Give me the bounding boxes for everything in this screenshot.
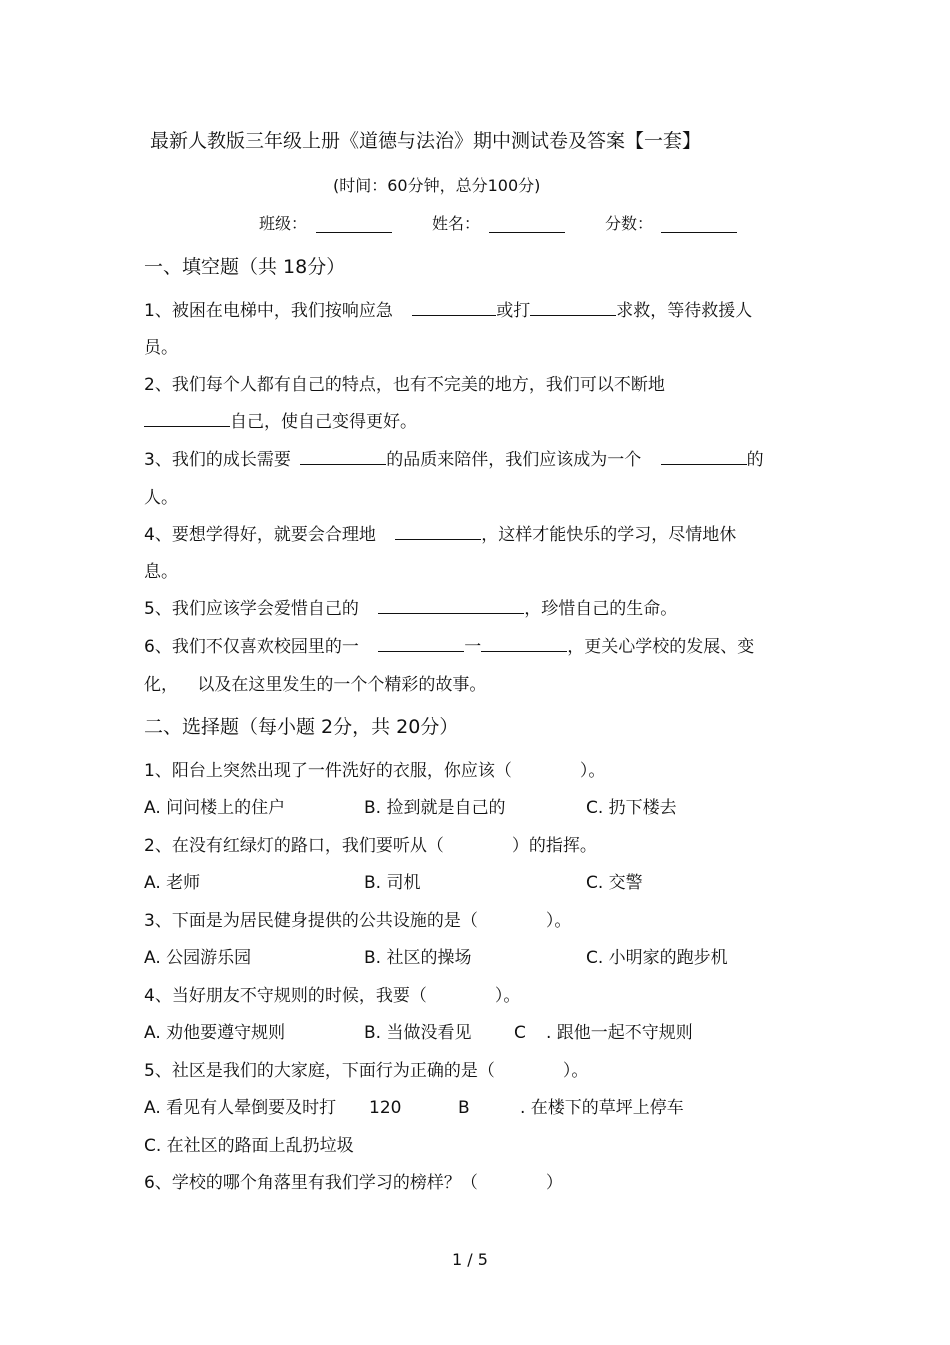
q3-blank-2 <box>661 450 747 465</box>
q6-blank-1 <box>378 637 464 652</box>
choice-5-option-b-text: . 在楼下的草坪上停车 <box>520 1098 684 1118</box>
choice-4-option-a: A. 劝他要遵守规则 <box>144 1023 286 1043</box>
choice-3-option-c: C. 小明家的跑步机 <box>586 948 728 968</box>
fill-question-4 <box>144 525 736 545</box>
q5-text-a: 5、我们应该学会爱惜自己的 <box>144 599 359 619</box>
choice-5-option-c: C. 在社区的路面上乱扔垃圾 <box>144 1136 354 1156</box>
score-label: 分数： <box>605 214 654 233</box>
choice-3-option-b: B. 社区的操场 <box>364 948 472 968</box>
class-blank <box>316 232 392 233</box>
q6-blank-2 <box>481 637 567 652</box>
choice-2-option-c: C. 交警 <box>586 873 643 893</box>
choice-question-6: 6、学校的哪个角落里有我们学习的榜样？（ ） <box>144 1173 563 1193</box>
q4-blank-1 <box>395 525 481 540</box>
q4-text-a: 4、要想学得好，就要会合理地 <box>144 525 376 545</box>
q1-text-a: 1、被困在电梯中，我们按响应急 <box>144 301 393 321</box>
page-number: 1 / 5 <box>452 1250 488 1269</box>
choice-question-1: 1、阳台上突然出现了一件洗好的衣服，你应该（ ）。 <box>144 761 606 781</box>
choice-1-option-b: B. 捡到就是自己的 <box>364 798 506 818</box>
fill-question-2: 2、我们每个人都有自己的特点，也有不完美的地方，我们可以不断地 <box>144 375 665 395</box>
q2-blank-1 <box>144 412 230 427</box>
q3-text-b: 的品质来陪伴，我们应该成为一个 <box>386 450 642 470</box>
choice-question-3: 3、下面是为居民健身提供的公共设施的是（ ）。 <box>144 911 572 931</box>
q6-text-e: 以及在这里发生的一个个精彩的故事。 <box>197 675 487 695</box>
fill-question-2-cont <box>144 412 417 432</box>
q3-text-c: 的 <box>746 450 764 470</box>
choice-question-2: 2、在没有红绿灯的路口，我们要听从（ ）的指挥。 <box>144 836 597 856</box>
choice-5-option-b-letter: B <box>458 1098 470 1118</box>
q6-text-c: ，更关心学校的发展、变 <box>567 637 755 657</box>
q6-text-a: 6、我们不仅喜欢校园里的一 <box>144 637 359 657</box>
choice-2-option-b: B. 司机 <box>364 873 421 893</box>
exam-title: 最新人教版三年级上册《道德与法治》期中测试卷及答案【一套】 <box>150 130 702 152</box>
choice-5-option-a-number: 120 <box>369 1098 402 1118</box>
fill-question-6 <box>144 637 754 657</box>
q4-text-b: ，这样才能快乐的学习，尽情地休 <box>481 525 737 545</box>
q2-text-b: 自己，使自己变得更好。 <box>230 412 417 432</box>
exam-subtitle: (时间：60分钟，总分100分) <box>333 176 541 195</box>
q1-blank-1 <box>412 301 496 316</box>
q6-text-d: 化， <box>144 675 178 695</box>
q1-text-b: 或打 <box>496 301 531 321</box>
fill-question-3 <box>144 450 764 470</box>
choice-question-5: 5、社区是我们的大家庭，下面行为正确的是（ ）。 <box>144 1061 589 1081</box>
section-heading-choice: 二、选择题（每小题 2分，共 20分） <box>144 716 459 738</box>
choice-4-option-b: B. 当做没看见 <box>364 1023 472 1043</box>
choice-4-option-c-letter: C <box>514 1023 526 1043</box>
fill-question-6-cont <box>144 675 486 695</box>
score-blank <box>661 232 737 233</box>
choice-3-option-a: A. 公园游乐园 <box>144 948 252 968</box>
name-blank <box>489 232 565 233</box>
choice-1-option-a: A. 问问楼上的住户 <box>144 798 286 818</box>
fill-question-3-cont: 人。 <box>144 488 178 508</box>
fill-question-5 <box>144 599 677 619</box>
fill-question-1-cont: 员。 <box>144 338 178 358</box>
choice-question-4: 4、当好朋友不守规则的时候，我要（ ）。 <box>144 986 521 1006</box>
fill-question-4-cont: 息。 <box>144 562 178 582</box>
choice-2-option-a: A. 老师 <box>144 873 201 893</box>
fill-question-1 <box>144 301 752 321</box>
name-label: 姓名： <box>432 214 481 233</box>
q3-blank-1 <box>300 450 386 465</box>
choice-5-option-a: A. 看见有人晕倒要及时打 <box>144 1098 337 1118</box>
q5-blank-1 <box>378 599 524 614</box>
q1-blank-2 <box>530 301 616 316</box>
q1-text-c: 求救，等待救援人 <box>616 301 753 321</box>
q6-text-b: 一 <box>464 637 482 657</box>
q3-text-a: 3、我们的成长需要 <box>144 450 291 470</box>
q5-text-b: ，珍惜自己的生命。 <box>524 599 678 619</box>
class-label: 班级： <box>259 214 308 233</box>
section-heading-fill-in: 一、填空题（共 18分） <box>144 256 346 278</box>
choice-1-option-c: C. 扔下楼去 <box>586 798 677 818</box>
choice-4-option-c-text: . 跟他一起不守规则 <box>546 1023 693 1043</box>
